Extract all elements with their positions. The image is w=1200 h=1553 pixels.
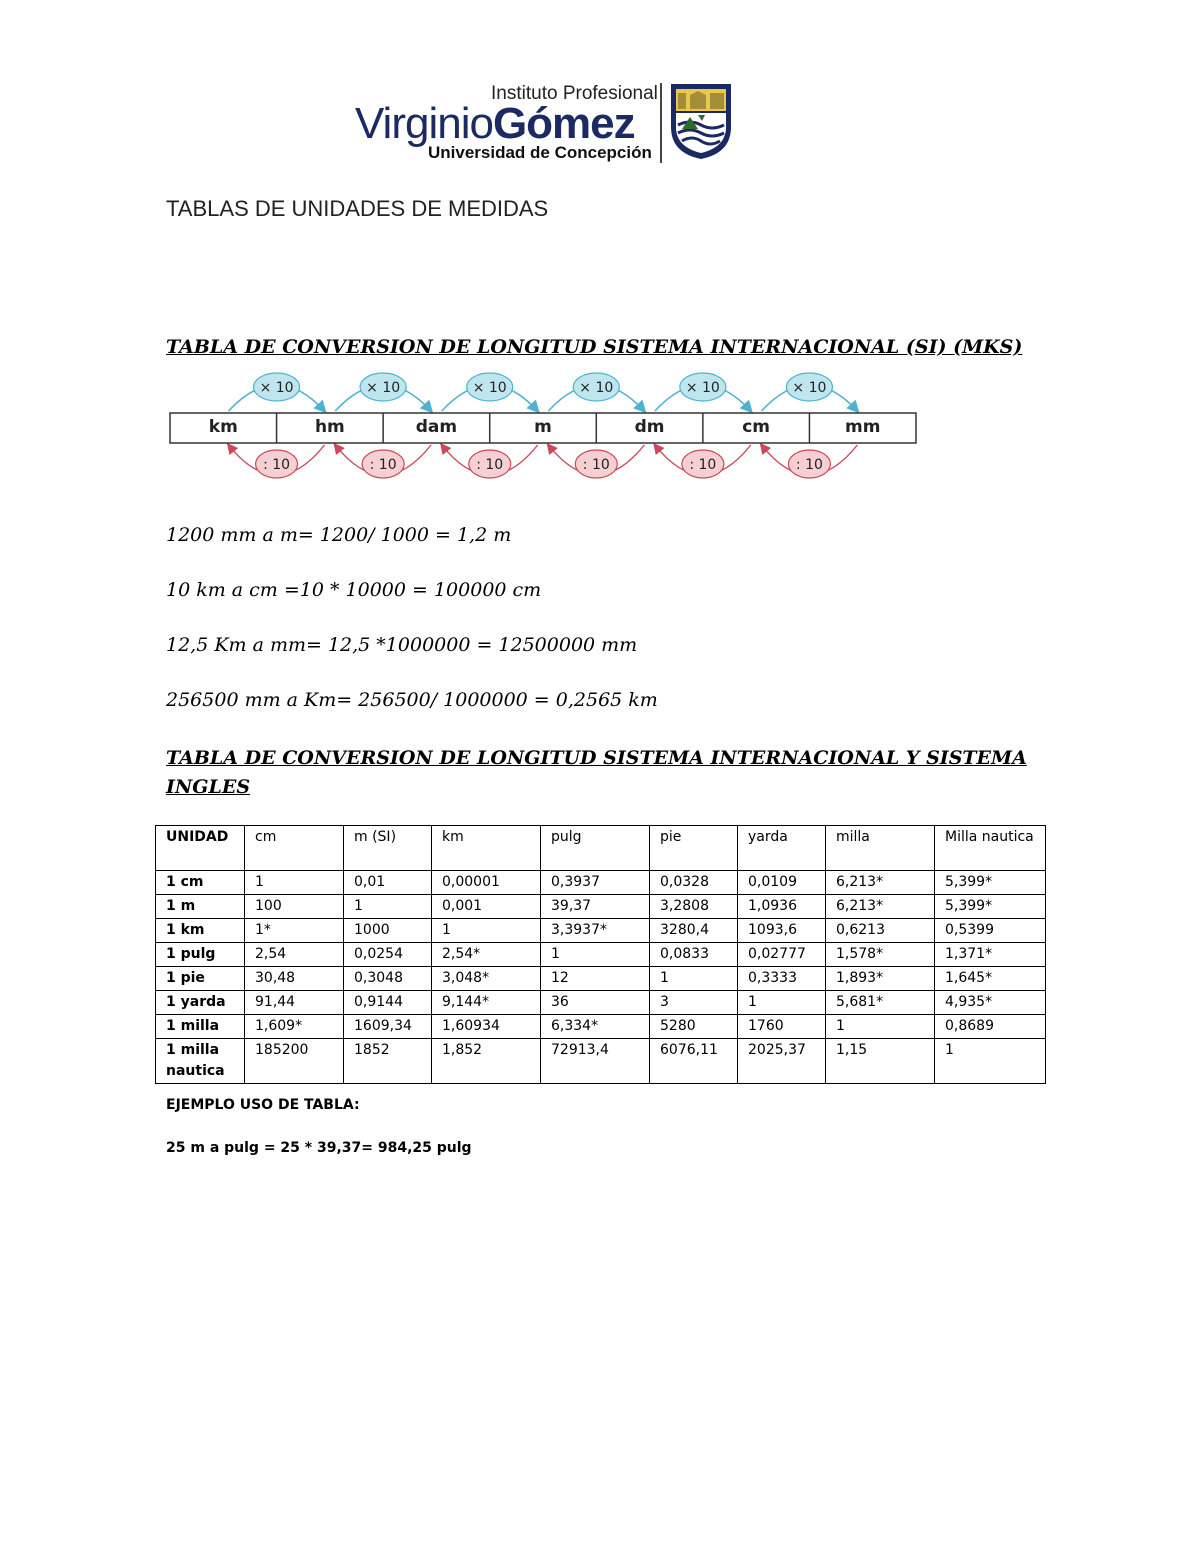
table-cell: 1 (650, 967, 738, 991)
table-cell: 100 (245, 895, 344, 919)
table-cell: 4,935* (935, 991, 1046, 1015)
multiply-label: × 10 (792, 380, 827, 396)
table-cell: 1760 (738, 1015, 826, 1039)
example-label: EJEMPLO USO DE TABLA: (166, 1097, 360, 1113)
table-cell: 5,399* (935, 895, 1046, 919)
table-cell: 3 (650, 991, 738, 1015)
table-cell: 1,15 (826, 1039, 935, 1084)
table-cell: 3280,4 (650, 919, 738, 943)
table-cell: 0,0328 (650, 871, 738, 895)
multiply-label: × 10 (259, 380, 294, 396)
table-cell: 2,54* (432, 943, 541, 967)
table-cell: 1 (432, 919, 541, 943)
scale-unit-label: km (208, 417, 238, 437)
divide-label: : 10 (582, 457, 610, 473)
logo-top-text: Instituto Profesional (491, 83, 658, 104)
table-cell: 185200 (245, 1039, 344, 1084)
table-row (156, 943, 1046, 967)
table-cell: 3,3937* (541, 919, 650, 943)
table-cell: 91,44 (245, 991, 344, 1015)
table-cell: 1000 (344, 919, 432, 943)
table-cell: 1 (826, 1015, 935, 1039)
scale-unit-label: mm (844, 417, 881, 437)
table-cell: 6,334* (541, 1015, 650, 1039)
table-cell: 39,37 (541, 895, 650, 919)
table-cell: 0,6213 (826, 919, 935, 943)
row-unit-cell: 1 pulg (156, 943, 245, 967)
document-title: TABLAS DE UNIDADES DE MEDIDAS (166, 196, 549, 221)
table-cell: 1,893* (826, 967, 935, 991)
table-cell: 1* (245, 919, 344, 943)
table-cell: 1,60934 (432, 1015, 541, 1039)
table-cell: 5,681* (826, 991, 935, 1015)
table-cell: 0,00001 (432, 871, 541, 895)
table-row (156, 991, 1046, 1015)
calculation-line: 10 km a cm =10 * 10000 = 100000 cm (166, 579, 542, 601)
table-cell: 1,609* (245, 1015, 344, 1039)
table-row (156, 1039, 1046, 1084)
section-title-si-ingles (166, 744, 1027, 802)
table-cell: 1093,6 (738, 919, 826, 943)
table-row (156, 895, 1046, 919)
table-cell: 0,3048 (344, 967, 432, 991)
table-cell: 0,02777 (738, 943, 826, 967)
scale-unit-label: m (534, 417, 552, 437)
divide-label: : 10 (689, 457, 717, 473)
table-row (156, 871, 1046, 895)
table-row (156, 967, 1046, 991)
table-cell: 0,01 (344, 871, 432, 895)
table-cell: 1,0936 (738, 895, 826, 919)
table-header-cell: milla (826, 826, 935, 871)
table-cell: 3,048* (432, 967, 541, 991)
divide-label: : 10 (476, 457, 504, 473)
table-cell: 0,9144 (344, 991, 432, 1015)
table-cell: 1852 (344, 1039, 432, 1084)
table-header-cell: yarda (738, 826, 826, 871)
divide-label: : 10 (369, 457, 397, 473)
multiply-label: × 10 (472, 380, 507, 396)
table-header-cell: pie (650, 826, 738, 871)
table-cell: 3,2808 (650, 895, 738, 919)
table-cell: 0,8689 (935, 1015, 1046, 1039)
conversion-table (155, 825, 1046, 1084)
table-cell: 2025,37 (738, 1039, 826, 1084)
table-cell: 72913,4 (541, 1039, 650, 1084)
table-cell: 1 (935, 1039, 1046, 1084)
table-cell: 1 (541, 943, 650, 967)
table-cell: 30,48 (245, 967, 344, 991)
table-cell: 0,3937 (541, 871, 650, 895)
table-cell: 5280 (650, 1015, 738, 1039)
table-cell: 36 (541, 991, 650, 1015)
table-cell: 1,645* (935, 967, 1046, 991)
section-title-si: TABLA DE CONVERSION DE LONGITUD SISTEMA INTERNACIONAL (SI) (MKS) (166, 336, 1023, 358)
table-header-row (156, 826, 1046, 871)
calculation-line: 256500 mm a Km= 256500/ 1000000 = 0,2565 km (166, 689, 658, 711)
table-cell: 0,0109 (738, 871, 826, 895)
calculation-line: 1200 mm a m= 1200/ 1000 = 1,2 m (166, 524, 512, 546)
calculation-line: 12,5 Km a mm= 12,5 *1000000 = 12500000 mm (166, 634, 638, 656)
table-cell: 1 (245, 871, 344, 895)
divide-label: : 10 (263, 457, 291, 473)
row-unit-cell: 1 milla nautica (156, 1039, 245, 1084)
table-cell: 1609,34 (344, 1015, 432, 1039)
table-header-cell: pulg (541, 826, 650, 871)
table-header-cell: Milla nautica (935, 826, 1046, 871)
table-cell: 2,54 (245, 943, 344, 967)
table-cell: 1,371* (935, 943, 1046, 967)
multiply-label: × 10 (579, 380, 614, 396)
table-cell: 0,0254 (344, 943, 432, 967)
table-row (156, 919, 1046, 943)
table-cell: 5,399* (935, 871, 1046, 895)
divide-label: : 10 (795, 457, 823, 473)
row-unit-cell: 1 yarda (156, 991, 245, 1015)
table-cell: 0,0833 (650, 943, 738, 967)
scale-unit-label: hm (314, 417, 345, 437)
multiply-label: × 10 (366, 380, 401, 396)
table-header-cell: km (432, 826, 541, 871)
row-unit-cell: 1 m (156, 895, 245, 919)
scale-unit-label: dm (634, 417, 665, 437)
scale-unit-label: cm (742, 417, 771, 437)
table-header-cell: cm (245, 826, 344, 871)
table-cell: 0,3333 (738, 967, 826, 991)
table-cell: 6,213* (826, 895, 935, 919)
table-cell: 0,5399 (935, 919, 1046, 943)
logo-divider (660, 83, 662, 163)
institution-logo (352, 80, 742, 166)
row-unit-cell: 1 pie (156, 967, 245, 991)
table-cell: 6,213* (826, 871, 935, 895)
row-unit-cell: 1 cm (156, 871, 245, 895)
row-unit-cell: 1 milla (156, 1015, 245, 1039)
table-cell: 1,578* (826, 943, 935, 967)
example-text: 25 m a pulg = 25 * 39,37= 984,25 pulg (166, 1140, 472, 1156)
section-title-line: INGLES (166, 776, 251, 798)
logo-name (355, 99, 635, 148)
table-header-cell: UNIDAD (156, 826, 245, 871)
table-cell: 6076,11 (650, 1039, 738, 1084)
table-cell: 9,144* (432, 991, 541, 1015)
scale-unit-label: dam (415, 417, 458, 437)
logo-name-bold: Gómez (492, 99, 635, 148)
table-cell: 1 (344, 895, 432, 919)
row-unit-cell: 1 km (156, 919, 245, 943)
table-cell: 0,001 (432, 895, 541, 919)
table-row (156, 1015, 1046, 1039)
logo-bottom-text: Universidad de Concepción (428, 143, 652, 162)
table-header-cell: m (SI) (344, 826, 432, 871)
logo-name-light: Virginio (355, 99, 493, 148)
shield-icon (668, 81, 734, 161)
unit-scale-diagram (166, 367, 926, 497)
table-cell: 1,852 (432, 1039, 541, 1084)
multiply-label: × 10 (685, 380, 720, 396)
table-cell: 1 (738, 991, 826, 1015)
section-title-line: TABLA DE CONVERSION DE LONGITUD SISTEMA INTERNACIONAL Y SISTEMA (166, 747, 1027, 769)
table-cell: 12 (541, 967, 650, 991)
